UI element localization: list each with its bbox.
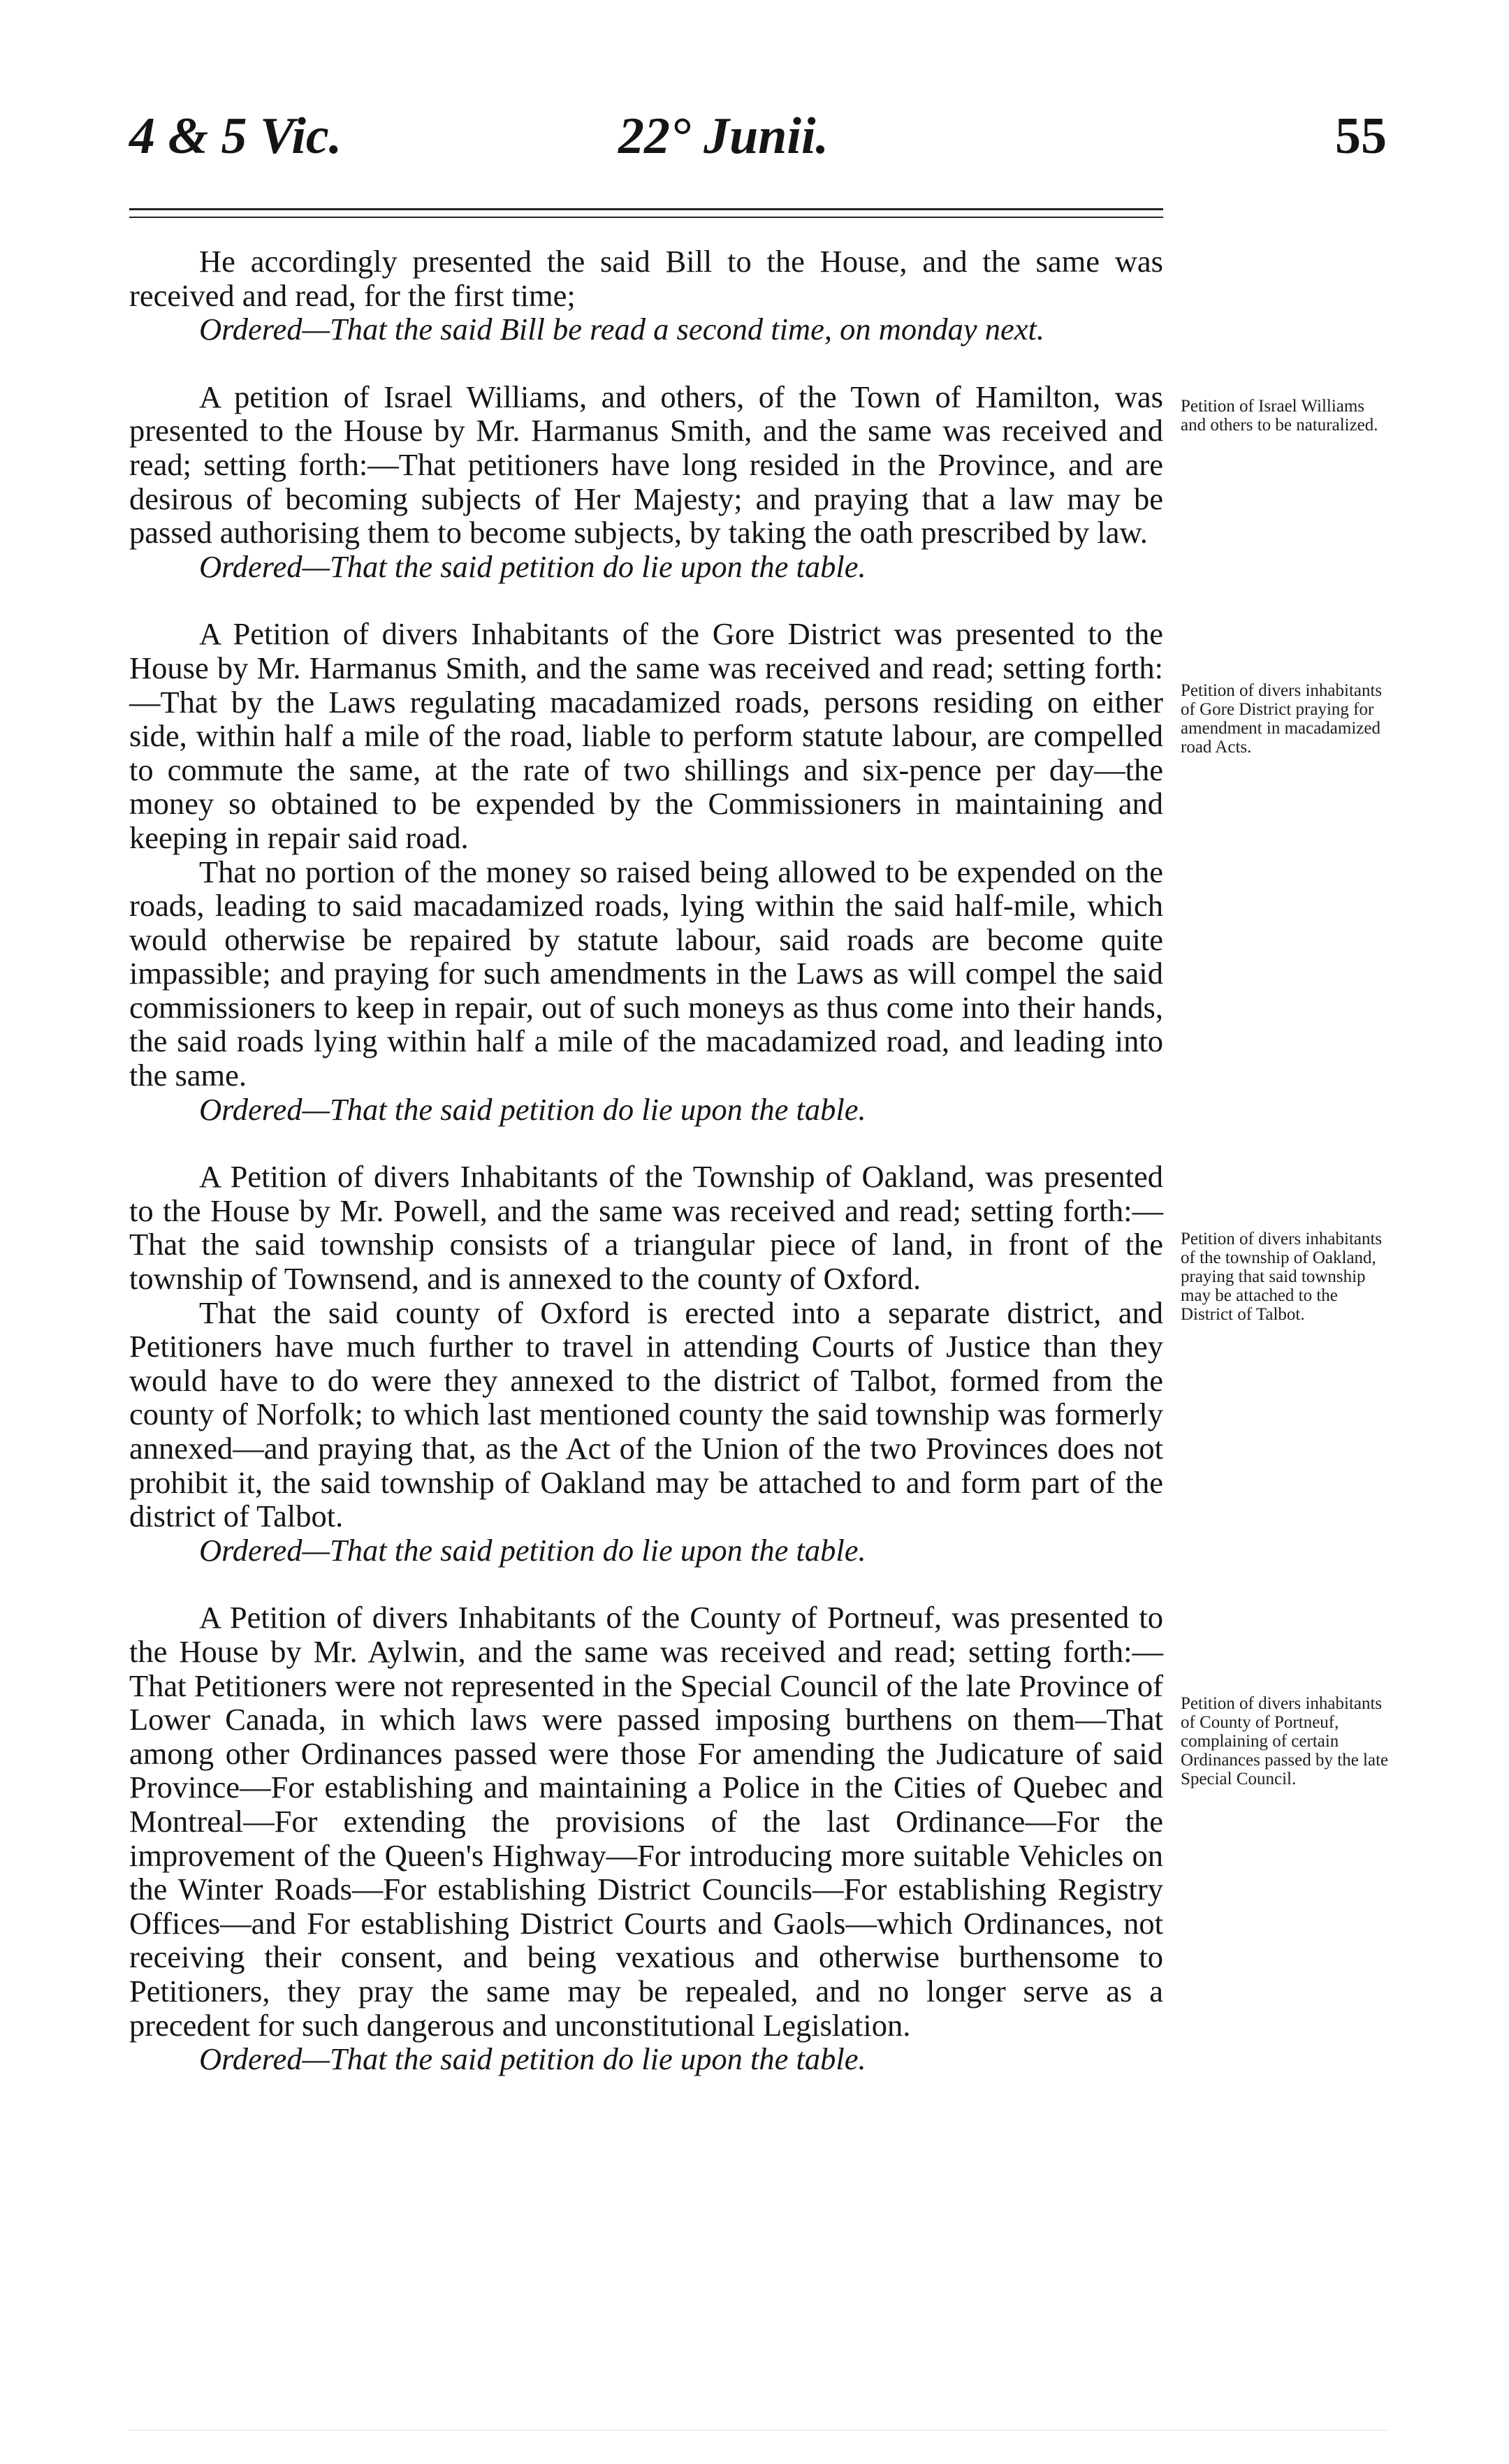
oakland-order: Ordered—That the said petition do lie upon the table. [199, 1532, 866, 1568]
margin-note-israel-williams: Petition of Israel Williams and others to be naturalized. [1181, 397, 1378, 435]
page-number: 55 [1335, 108, 1387, 165]
running-head [129, 98, 1387, 175]
gore-district-paragraph: A Petition of divers Inhabitants of the Gore District was presented to the House by Mr. Harmanus Smith, and the same was received and read; setting forth:—That by the Laws regulating macadamized roads, persons residing on either side, within half a mile of the road, liable to perform statute labour, are compelled to commute the same, at the rate of two shillings and six-pence per day—the money so obtained to be expended by the Commissioners in maintaining and keeping in repair said road. [129, 616, 1163, 855]
margin-note-portneuf: Petition of divers inhabitants of County of Portneuf, complaining of certain Ordinances passed by the late Special Council. [1181, 1694, 1389, 1788]
running-head-date: 22° Junii. [618, 108, 829, 165]
gore-district-order: Ordered—That the said petition do lie upon the table. [199, 1091, 866, 1127]
header-rule-thick [129, 208, 1163, 210]
margin-note-oakland: Petition of divers inhabitants of the township of Oakland, praying that said township may be attached to the District of Talbot. [1181, 1230, 1383, 1324]
bill-order: Ordered—That the said Bill be read a second time, on monday next. [199, 312, 1044, 347]
portneuf-paragraph: A Petition of divers Inhabitants of the County of Portneuf, was presented to the House by Mr. Aylwin, and the same was received and read; setting forth:—That Petitioners were not represented in the Special Council of the late Province of Lower Canada, in which laws were passed imposing burthens on them—That among other Ordinances passed were those For amending the Judicature of said Province—For establishing and maintaining a Police in the Cities of Quebec and Montreal—For extending the provisions of the last Ordinance—For the improvement of the Queen's Highway—For introducing more suitable Vehicles on the Winter Roads—For establishing District Councils—For establishing Registry Offices—and For establishing District Courts and Gaols—which Ordinances, not receiving their consent, and being vexatious and otherwise burthensome to Petitioners, they pray the same may be repealed, and no longer serve as a precedent for such dangerous and unconstitutional Legislation. [129, 1600, 1163, 2043]
bill-paragraph: He accordingly presented the said Bill to the House, and the same was received and read, for the first time; [129, 244, 1163, 313]
oakland-paragraph: A Petition of divers Inhabitants of the Township of Oakland, was presented to the House by Mr. Powell, and the same was received and read; setting forth:—That the said township consists of a triangular piece of land, in front of the township of Townsend, and is annexed to the county of Oxford. [129, 1159, 1163, 1297]
main-text-column [129, 245, 1163, 2076]
running-head-session: 4 & 5 Vic. [129, 108, 342, 165]
header-rule-thin [129, 217, 1163, 218]
israel-williams-paragraph: A petition of Israel Williams, and others, of the Town of Hamilton, was presented to the House by Mr. Harmanus Smith, and the same was received and read; setting forth:—That petitioners have long resided in the Province, and are desirous of becoming subjects of Her Majesty; and praying that a law may be passed authorising them to become subjects, by taking the oath prescribed by law. [129, 379, 1163, 551]
gore-district-paragraph-2: That no portion of the money so raised being allowed to be expended on the roads, leading to said macadamized roads, lying within the said half-mile, which would otherwise be repaired by statute labour, said roads are become quite impassible; and praying for such amendments in the Laws as will compel the said commissioners to keep in repair, out of such moneys as thus come into their hands, the said roads lying within half a mile of the macadamized road, and leading into the same. [129, 854, 1163, 1093]
portneuf-order: Ordered—That the said petition do lie upon the table. [199, 2041, 866, 2077]
israel-williams-order: Ordered—That the said petition do lie upon the table. [199, 548, 866, 584]
margin-note-gore-district: Petition of divers inhabitants of Gore District praying for amendment in macadamized road Acts. [1181, 681, 1383, 757]
oakland-paragraph-2: That the said county of Oxford is erected into a separate district, and Petitioners have much further to travel in attending Courts of Justice than they would have to do were they annexed to the district of Talbot, formed from the county of Norfolk; to which last mentioned county the said township was formerly annexed—and praying that, as the Act of the Union of the two Provinces does not prohibit it, the said township of Oakland may be attached to and form part of the district of Talbot. [129, 1295, 1163, 1534]
